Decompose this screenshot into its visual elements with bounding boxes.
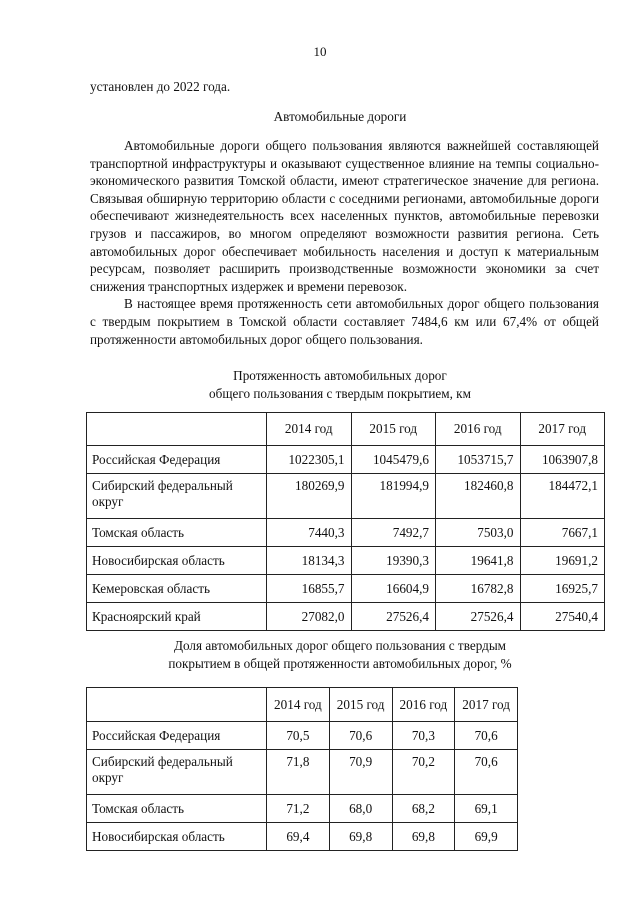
table-header-cell: 2014 год — [267, 413, 352, 446]
row-label: Новосибирская область — [87, 823, 267, 851]
table-cell: 70,5 — [267, 722, 330, 750]
table-corner-cell — [87, 413, 267, 446]
table-header-cell: 2016 год — [392, 688, 455, 722]
intro-line: установлен до 2022 года. — [90, 79, 231, 94]
table-header-cell: 2017 год — [455, 688, 518, 722]
table-header-row — [87, 413, 605, 446]
table-cell: 1045479,6 — [351, 446, 436, 474]
row-label: Российская Федерация — [87, 446, 267, 474]
table-cell: 27526,4 — [351, 603, 436, 631]
table-row — [87, 519, 605, 547]
table-row — [87, 823, 518, 851]
table-cell: 69,1 — [455, 795, 518, 823]
table-corner-cell — [87, 688, 267, 722]
page-number: 10 — [313, 44, 327, 59]
table-cell: 70,9 — [329, 750, 392, 795]
road-length-table — [86, 412, 605, 631]
table-cell: 1063907,8 — [520, 446, 605, 474]
table-cell: 18134,3 — [267, 547, 352, 575]
table-cell: 70,3 — [392, 722, 455, 750]
table2-caption-line: Доля автомобильных дорог общего пользования с твердым — [173, 638, 507, 653]
table-cell: 19691,2 — [520, 547, 605, 575]
paragraph: Автомобильные дороги общего пользования являются важнейшей составляющей транспортной инфраструктуры и оказывают существенное влияние на темпы социально-экономического развития Томской области, имеют стратегическое значение для региона. Связывая обширную территорию области с соседними регионами, автомобильные дороги обеспечивают жизнедеятельность всех населенных пунктов, автомобильные перевозки грузов и пассажиров, во многом определяют возможности развития региона. Сеть автомобильных дорог обеспечивает мобильность населения и доступ к материальным ресурсам, позволяет расширить производственные возможности экономики за счет снижения транспортных издержек и времени перевозок. — [90, 138, 599, 294]
table-cell: 7503,0 — [436, 519, 521, 547]
table-cell: 69,8 — [329, 823, 392, 851]
table2-caption-line: покрытием в общей протяженности автомобильных дорог, % — [168, 655, 512, 671]
table-cell: 68,0 — [329, 795, 392, 823]
row-label: Красноярский край — [87, 603, 267, 631]
table-cell: 70,6 — [455, 750, 518, 795]
body-text — [90, 137, 599, 348]
table-row — [87, 575, 605, 603]
table-cell: 69,9 — [455, 823, 518, 851]
row-label: Томская область — [87, 795, 267, 823]
table-row — [87, 446, 605, 474]
table-header-row — [87, 688, 518, 722]
row-label: Российская Федерация — [87, 722, 267, 750]
paved-share-table — [86, 687, 518, 851]
table-cell: 27526,4 — [436, 603, 521, 631]
table-cell: 70,6 — [455, 722, 518, 750]
table-cell: 69,4 — [267, 823, 330, 851]
table-cell: 16782,8 — [436, 575, 521, 603]
section-title: Автомобильные дороги — [273, 109, 407, 124]
table1-caption — [0, 367, 640, 402]
table-cell: 19390,3 — [351, 547, 436, 575]
table-row — [87, 750, 518, 795]
table-row — [87, 474, 605, 519]
table-cell: 19641,8 — [436, 547, 521, 575]
table-cell: 71,2 — [267, 795, 330, 823]
table-header-cell: 2016 год — [436, 413, 521, 446]
table-cell: 181994,9 — [351, 474, 436, 519]
table-header-cell: 2015 год — [351, 413, 436, 446]
table-header-cell: 2017 год — [520, 413, 605, 446]
row-label: Сибирский федеральный округ — [87, 750, 267, 795]
paragraph: В настоящее время протяженность сети автомобильных дорог общего пользования с твердым покрытием в Томской области составляет 7484,6 км или 67,4% от общей протяженности автомобильных дорог общего пользования. — [90, 296, 599, 347]
table-cell: 7492,7 — [351, 519, 436, 547]
table2-caption — [0, 637, 640, 672]
table-cell: 70,6 — [329, 722, 392, 750]
row-label: Сибирский федеральный округ — [87, 474, 267, 519]
table-cell: 27540,4 — [520, 603, 605, 631]
table-row — [87, 547, 605, 575]
table-header-cell: 2014 год — [267, 688, 330, 722]
table1-caption-line: общего пользования с твердым покрытием, км — [209, 385, 471, 401]
table-cell: 68,2 — [392, 795, 455, 823]
table-cell: 70,2 — [392, 750, 455, 795]
table-cell: 7440,3 — [267, 519, 352, 547]
table-cell: 184472,1 — [520, 474, 605, 519]
row-label: Кемеровская область — [87, 575, 267, 603]
table-row — [87, 795, 518, 823]
row-label: Новосибирская область — [87, 547, 267, 575]
table-cell: 1053715,7 — [436, 446, 521, 474]
table-row — [87, 722, 518, 750]
table-cell: 1022305,1 — [267, 446, 352, 474]
row-label: Томская область — [87, 519, 267, 547]
table-cell: 69,8 — [392, 823, 455, 851]
table-cell: 16855,7 — [267, 575, 352, 603]
table-header-cell: 2015 год — [329, 688, 392, 722]
table-cell: 16604,9 — [351, 575, 436, 603]
table-cell: 7667,1 — [520, 519, 605, 547]
table1-caption-line: Протяженность автомобильных дорог — [233, 368, 447, 383]
table-cell: 180269,9 — [267, 474, 352, 519]
table-row — [87, 603, 605, 631]
table-cell: 16925,7 — [520, 575, 605, 603]
table-cell: 71,8 — [267, 750, 330, 795]
table-cell: 182460,8 — [436, 474, 521, 519]
table-cell: 27082,0 — [267, 603, 352, 631]
